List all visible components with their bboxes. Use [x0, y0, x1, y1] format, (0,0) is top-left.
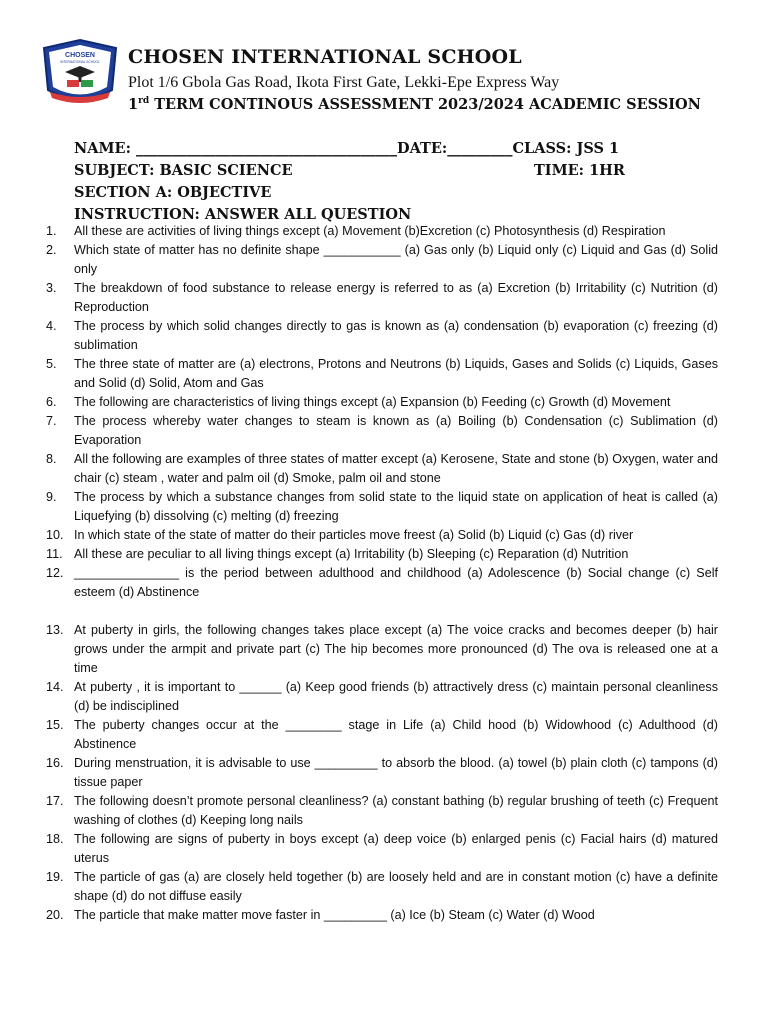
question-text: The particle of gas (a) are closely held together (b) are loosely held and are in constant motion (c) have a definite shape (d) do not diffuse easily — [74, 870, 718, 903]
question-item — [46, 792, 718, 830]
question-item — [46, 450, 718, 488]
question-item — [46, 830, 718, 868]
session-text: TERM CONTINOUS ASSESSMENT 2023/2024 ACADEMIC SESSION — [149, 96, 701, 113]
term-suffix: rd — [138, 96, 150, 107]
question-number: 9. — [46, 490, 57, 504]
question-item — [46, 564, 718, 602]
question-item — [46, 412, 718, 450]
question-item — [46, 545, 718, 564]
time-label: TIME: 1HR — [534, 162, 625, 179]
question-text: All these are peculiar to all living things except (a) Irritability (b) Sleeping (c) Reparation (d) Nutrition — [74, 547, 629, 561]
question-text: In which state of the state of matter do their particles move freest (a) Solid (b) Liquid (c) Gas (d) river — [74, 528, 634, 542]
question-item — [46, 222, 718, 241]
question-text: _______________ is the period between adulthood and childhood (a) Adolescence (b) Social change (c) Self esteem (d) Abstinence — [74, 566, 718, 599]
question-text: The three state of matter are (a) electrons, Protons and Neutrons (b) Liquids, Gases and Solids (c) Liquids, Gases and Solid (d) Solid, Atom and Gas — [74, 357, 718, 390]
question-number: 10. — [46, 528, 64, 542]
question-item — [46, 754, 718, 792]
question-item — [46, 241, 718, 279]
session-title — [128, 96, 701, 113]
question-text: The process by which a substance changes from solid state to the liquid state on application of heat is called (a) Liquefying (b) dissolving (c) melting (d) freezing — [74, 490, 718, 523]
question-number: 19. — [46, 870, 64, 884]
question-number: 14. — [46, 680, 64, 694]
svg-text:INTERNATIONAL SCHOOL: INTERNATIONAL SCHOOL — [60, 60, 100, 64]
question-item — [46, 906, 718, 925]
question-number: 17. — [46, 794, 64, 808]
question-text: During menstruation, it is advisable to use _________ to absorb the blood. (a) towel (b) plain cloth (c) tampons (d) tissue paper — [74, 756, 718, 789]
question-number: 5. — [46, 357, 57, 371]
question-text: The following are characteristics of living things except (a) Expansion (b) Feeding (c) Growth (d) Movement — [74, 395, 671, 409]
question-number: 2. — [46, 243, 57, 257]
svg-text:CHOSEN: CHOSEN — [65, 52, 95, 59]
question-number: 1. — [46, 224, 57, 238]
question-item — [46, 716, 718, 754]
question-item — [46, 621, 718, 678]
subject-label: SUBJECT: BASIC SCIENCE — [74, 162, 293, 179]
question-number: 20. — [46, 908, 64, 922]
question-text: The process whereby water changes to steam is known as (a) Boiling (b) Condensation (c) Sublimation (d) Evaporation — [74, 414, 718, 447]
instruction-label: INSTRUCTION: ANSWER ALL QUESTION — [74, 206, 412, 223]
question-item — [46, 868, 718, 906]
question-text: The process by which solid changes directly to gas is known as (a) condensation (b) evaporation (c) freezing (d) sublimation — [74, 319, 718, 352]
question-number: 13. — [46, 623, 64, 637]
question-item — [46, 355, 718, 393]
term-ordinal: 1 — [128, 96, 139, 113]
question-text: All the following are examples of three states of matter except (a) Kerosene, State and stone (b) Oxygen, water and chair (c) steam , water and palm oil (d) Smoke, palm oil and stone — [74, 452, 718, 485]
question-list — [46, 222, 718, 925]
question-text: The puberty changes occur at the ________ stage in Life (a) Child hood (b) Widowhood (c) Adulthood (d) Abstinence — [74, 718, 718, 751]
section-label: SECTION A: OBJECTIVE — [74, 184, 272, 201]
question-number: 7. — [46, 414, 57, 428]
question-number: 8. — [46, 452, 57, 466]
question-item — [46, 279, 718, 317]
question-number: 3. — [46, 281, 57, 295]
school-logo-icon — [40, 38, 120, 108]
question-number: 18. — [46, 832, 64, 846]
spacer — [46, 602, 718, 621]
question-item — [46, 317, 718, 355]
student-info — [74, 138, 674, 226]
question-text: At puberty , it is important to ______ (a) Keep good friends (b) attractively dress (c) maintain personal cleanliness (d) be indisciplined — [74, 680, 718, 713]
question-text: The breakdown of food substance to release energy is referred to as (a) Excretion (b) Irritability (c) Nutrition (d) Reproduction — [74, 281, 718, 314]
question-text: The following are signs of puberty in boys except (a) deep voice (b) enlarged penis (c) Facial hairs (d) matured uterus — [74, 832, 718, 865]
school-address: Plot 1/6 Gbola Gas Road, Ikota First Gate, Lekki-Epe Express Way — [128, 74, 560, 91]
question-item — [46, 526, 718, 545]
question-number: 11. — [46, 547, 63, 561]
question-number: 6. — [46, 395, 57, 409]
document-header — [40, 38, 740, 118]
question-item — [46, 393, 718, 412]
question-item — [46, 678, 718, 716]
question-number: 12. — [46, 566, 64, 580]
question-item — [46, 488, 718, 526]
question-number: 16. — [46, 756, 64, 770]
name-date-class-line: NAME: ____________________________________DATE:_________CLASS: JSS 1 — [74, 140, 620, 157]
question-text: All these are activities of living things except (a) Movement (b)Excretion (c) Photosynthesis (d) Respiration — [74, 224, 666, 238]
question-text: The following doesn’t promote personal cleanliness? (a) constant bathing (b) regular brushing of teeth (c) Frequent washing of clothes (d) Keeping long nails — [74, 794, 718, 827]
question-text: The particle that make matter move faster in _________ (a) Ice (b) Steam (c) Water (d) Wood — [74, 908, 595, 922]
school-name: CHOSEN INTERNATIONAL SCHOOL — [128, 46, 522, 68]
question-text: Which state of matter has no definite shape ___________ (a) Gas only (b) Liquid only (c) Liquid and Gas (d) Solid only — [74, 243, 718, 276]
subject-time-line — [74, 160, 674, 182]
question-text: At puberty in girls, the following changes takes place except (a) The voice cracks and becomes deeper (b) hair grows under the armpit and private part (c) The hip becomes more pronounced (d) The ova is released one at a time — [74, 623, 718, 675]
question-number: 15. — [46, 718, 64, 732]
question-number: 4. — [46, 319, 57, 333]
